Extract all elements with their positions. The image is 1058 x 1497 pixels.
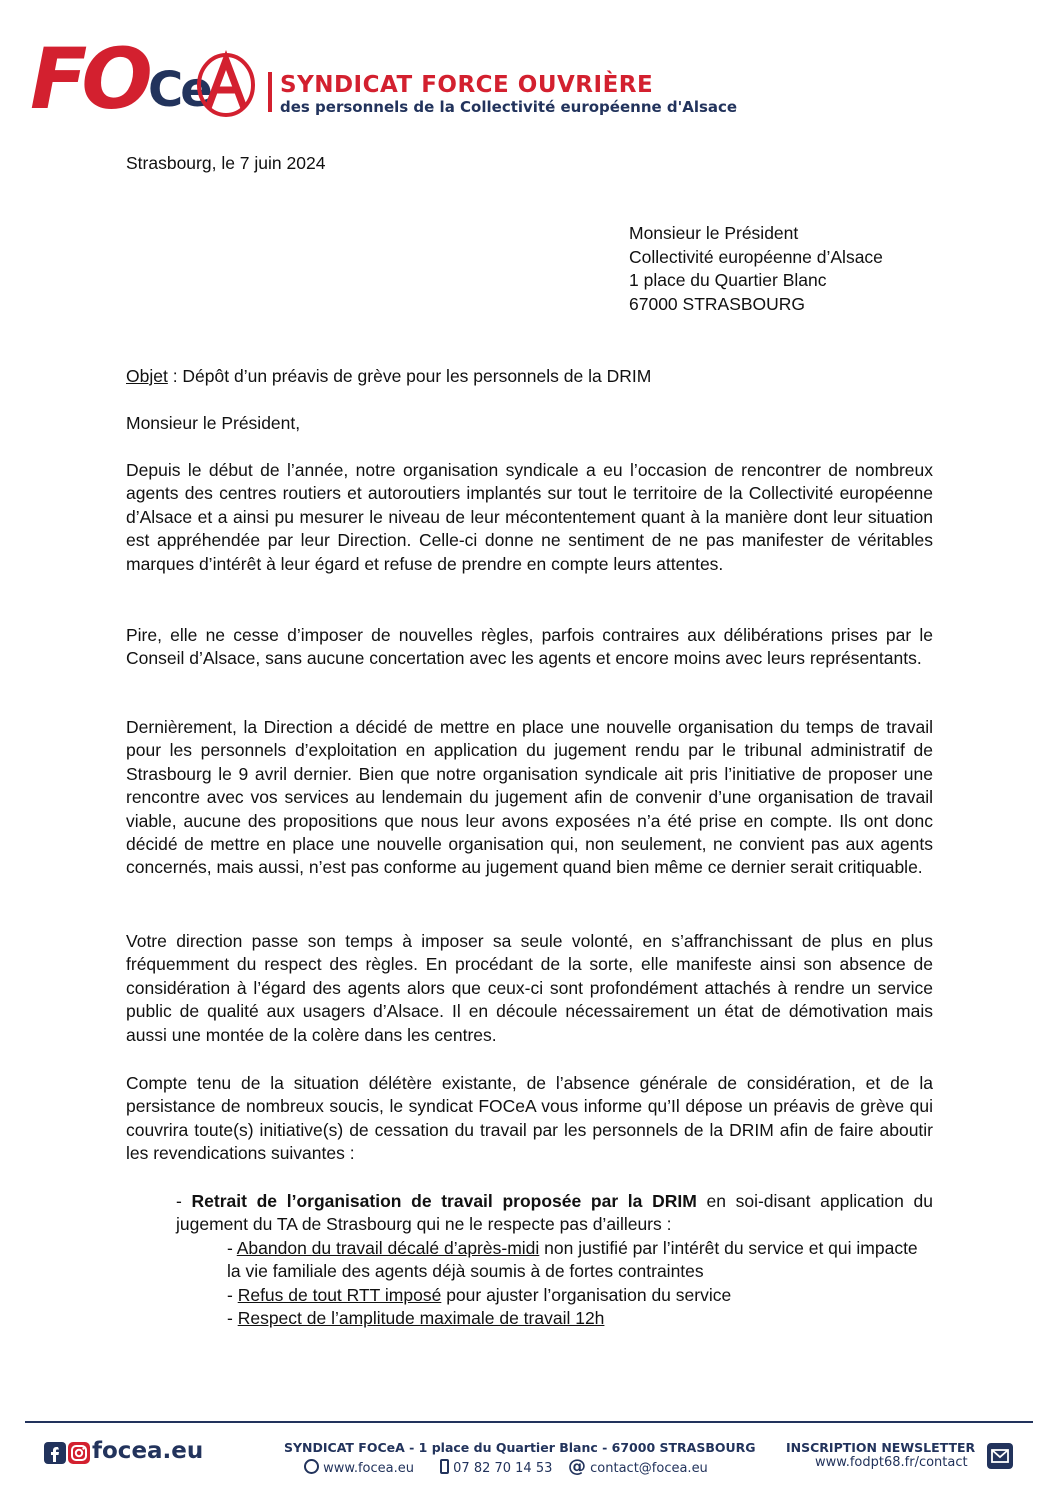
place-date: Strasbourg, le 7 juin 2024	[126, 153, 326, 173]
footer-phone-group[interactable]	[440, 1459, 552, 1476]
recipient-line: Monsieur le Président	[629, 223, 799, 243]
sub-demand-rest: non justifié par l’intérêt du service et qui impacte la vie familiale des agents déjà soumis à de fortes contraintes	[227, 1237, 918, 1282]
paragraph: Votre direction passe son temps à imposer sa seule volonté, en s’affranchissant de plus en plus fréquemment du respect des règles. En procédant de la sorte, elle manifeste ainsi son absence de considération à l’égard des agents alors que ceux-ci sont profondément attachés à rendre un service public de qualité aux usagers d’Alsace. Il en découle nécessairement un état de démotivation mais aussi une montée de la colère dans les centres.	[126, 931, 933, 1045]
demand-rest: en soi-disant application du jugement du TA de Strasbourg qui ne le respecte pas d’ailleurs :	[176, 1191, 933, 1235]
sub-demand-item: - Abandon du travail décalé d’après-midi non justifié par l’intérêt du service et qui impacte la vie familiale des agents déjà soumis à de fortes contraintes	[227, 1237, 918, 1282]
footer-website-group[interactable]	[304, 1459, 414, 1476]
recipient-line: 67000 STRASBOURG	[629, 294, 806, 314]
footer-website[interactable]: www.focea.eu	[323, 1461, 414, 1476]
sub-demand-rest: pour ajuster l’organisation du service	[441, 1284, 732, 1305]
header-title: SYNDICAT FORCE OUVRIÈRE	[280, 72, 654, 98]
object-text: : Dépôt d’un préavis de grève pour les personnels de la DRIM	[167, 366, 652, 386]
footer-email-group[interactable]	[568, 1456, 708, 1477]
newsletter-label: INSCRIPTION NEWSLETTER	[786, 1440, 976, 1455]
facebook-icon[interactable]	[44, 1442, 66, 1464]
focea-logo	[30, 30, 255, 120]
at-icon: @	[568, 1456, 586, 1477]
svg-text:FO: FO	[30, 30, 147, 120]
globe-icon	[304, 1459, 319, 1474]
paragraph: Compte tenu de la situation délétère existante, de l’absence générale de considération, et de la persistance de nombreux soucis, le syndicat FOCeA vous informe qu’Il dépose un préavis de grève qui couvrira toute(s) initiative(s) de cessation du travail par les personnels de la DRIM afin de faire aboutir les revendications suivantes :	[126, 1073, 933, 1164]
instagram-icon[interactable]	[68, 1442, 90, 1464]
svg-text:Ce: Ce	[148, 62, 210, 118]
paragraph: Dernièrement, la Direction a décidé de mettre en place une nouvelle organisation du temps de travail pour les personnels d’exploitation en application du jugement rendu par le tribunal administratif de Strasbourg le 9 avril dernier. Bien que notre organisation syndicale ait pris l’initiative de proposer une rencontre avec vos services au lendemain du jugement afin de convenir d’une organisation de travail viable, aucune des propositions que nous leur avons exposées n’a été prise en compte. Ils ont donc décidé de mettre en place une nouvelle organisation qui, non seulement, ne convient pas aux agents concernés, mais aussi, n’est pas conforme au jugement quand bien même ce dernier serait critiquable.	[126, 717, 933, 878]
mail-icon[interactable]	[987, 1443, 1013, 1469]
sub-demand-underlined: Abandon du travail décalé d’après-midi	[236, 1237, 540, 1258]
sub-demand-item: - Respect de l’amplitude maximale de travail 12h	[227, 1308, 605, 1329]
demand-sub-list	[176, 1237, 933, 1331]
list-dash: -	[176, 1191, 192, 1211]
paragraph: Depuis le début de l’année, notre organisation syndicale a eu l’occasion de rencontrer de nombreux agents des centres routiers et autoroutiers implantés sur tout le territoire de la Collectivité européenne d’Alsace et a ainsi pu mesurer le niveau de leur mécontentement quant à la manière dont leur situation est appréhendée par leur Direction. Celle-ci donne ne sentiment de ne pas manifester de véritables marques d’intérêt à leur égard et refuse de prendre en compte leurs attentes.	[126, 460, 933, 574]
object-line	[126, 365, 651, 388]
header-subtitle: des personnels de la Collectivité européenne d'Alsace	[280, 98, 738, 116]
demand-item	[176, 1190, 933, 1237]
recipient-line: 1 place du Quartier Blanc	[629, 270, 827, 290]
recipient-line: Collectivité européenne d’Alsace	[629, 247, 883, 267]
salutation: Monsieur le Président,	[126, 413, 301, 433]
sub-demand-underlined: Refus de tout RTT imposé	[237, 1284, 442, 1305]
demand-bold: Retrait de l’organisation de travail proposée par la DRIM	[191, 1191, 697, 1211]
sub-demand-underlined: Respect de l’amplitude maximale de travail 12h	[237, 1308, 605, 1329]
footer-site-brand[interactable]: focea.eu	[92, 1438, 204, 1464]
sub-demand-item: - Refus de tout RTT imposé pour ajuster l’organisation du service	[227, 1284, 732, 1305]
header-divider	[268, 72, 272, 112]
demands-list	[176, 1190, 933, 1330]
footer-divider	[25, 1421, 1033, 1423]
newsletter-url[interactable]: www.fodpt68.fr/contact	[815, 1455, 968, 1470]
paragraph: Pire, elle ne cesse d’imposer de nouvelles règles, parfois contraires aux délibérations prises par le Conseil d’Alsace, sans aucune concertation avec les agents et encore moins avec leurs représentants.	[126, 625, 933, 669]
object-label: Objet	[126, 366, 168, 386]
footer-email[interactable]: contact@focea.eu	[590, 1461, 708, 1476]
phone-icon	[440, 1459, 449, 1474]
footer-org-line: SYNDICAT FOCeA - 1 place du Quartier Blanc - 67000 STRASBOURG	[284, 1440, 756, 1455]
footer-phone[interactable]: 07 82 70 14 53	[453, 1461, 553, 1476]
